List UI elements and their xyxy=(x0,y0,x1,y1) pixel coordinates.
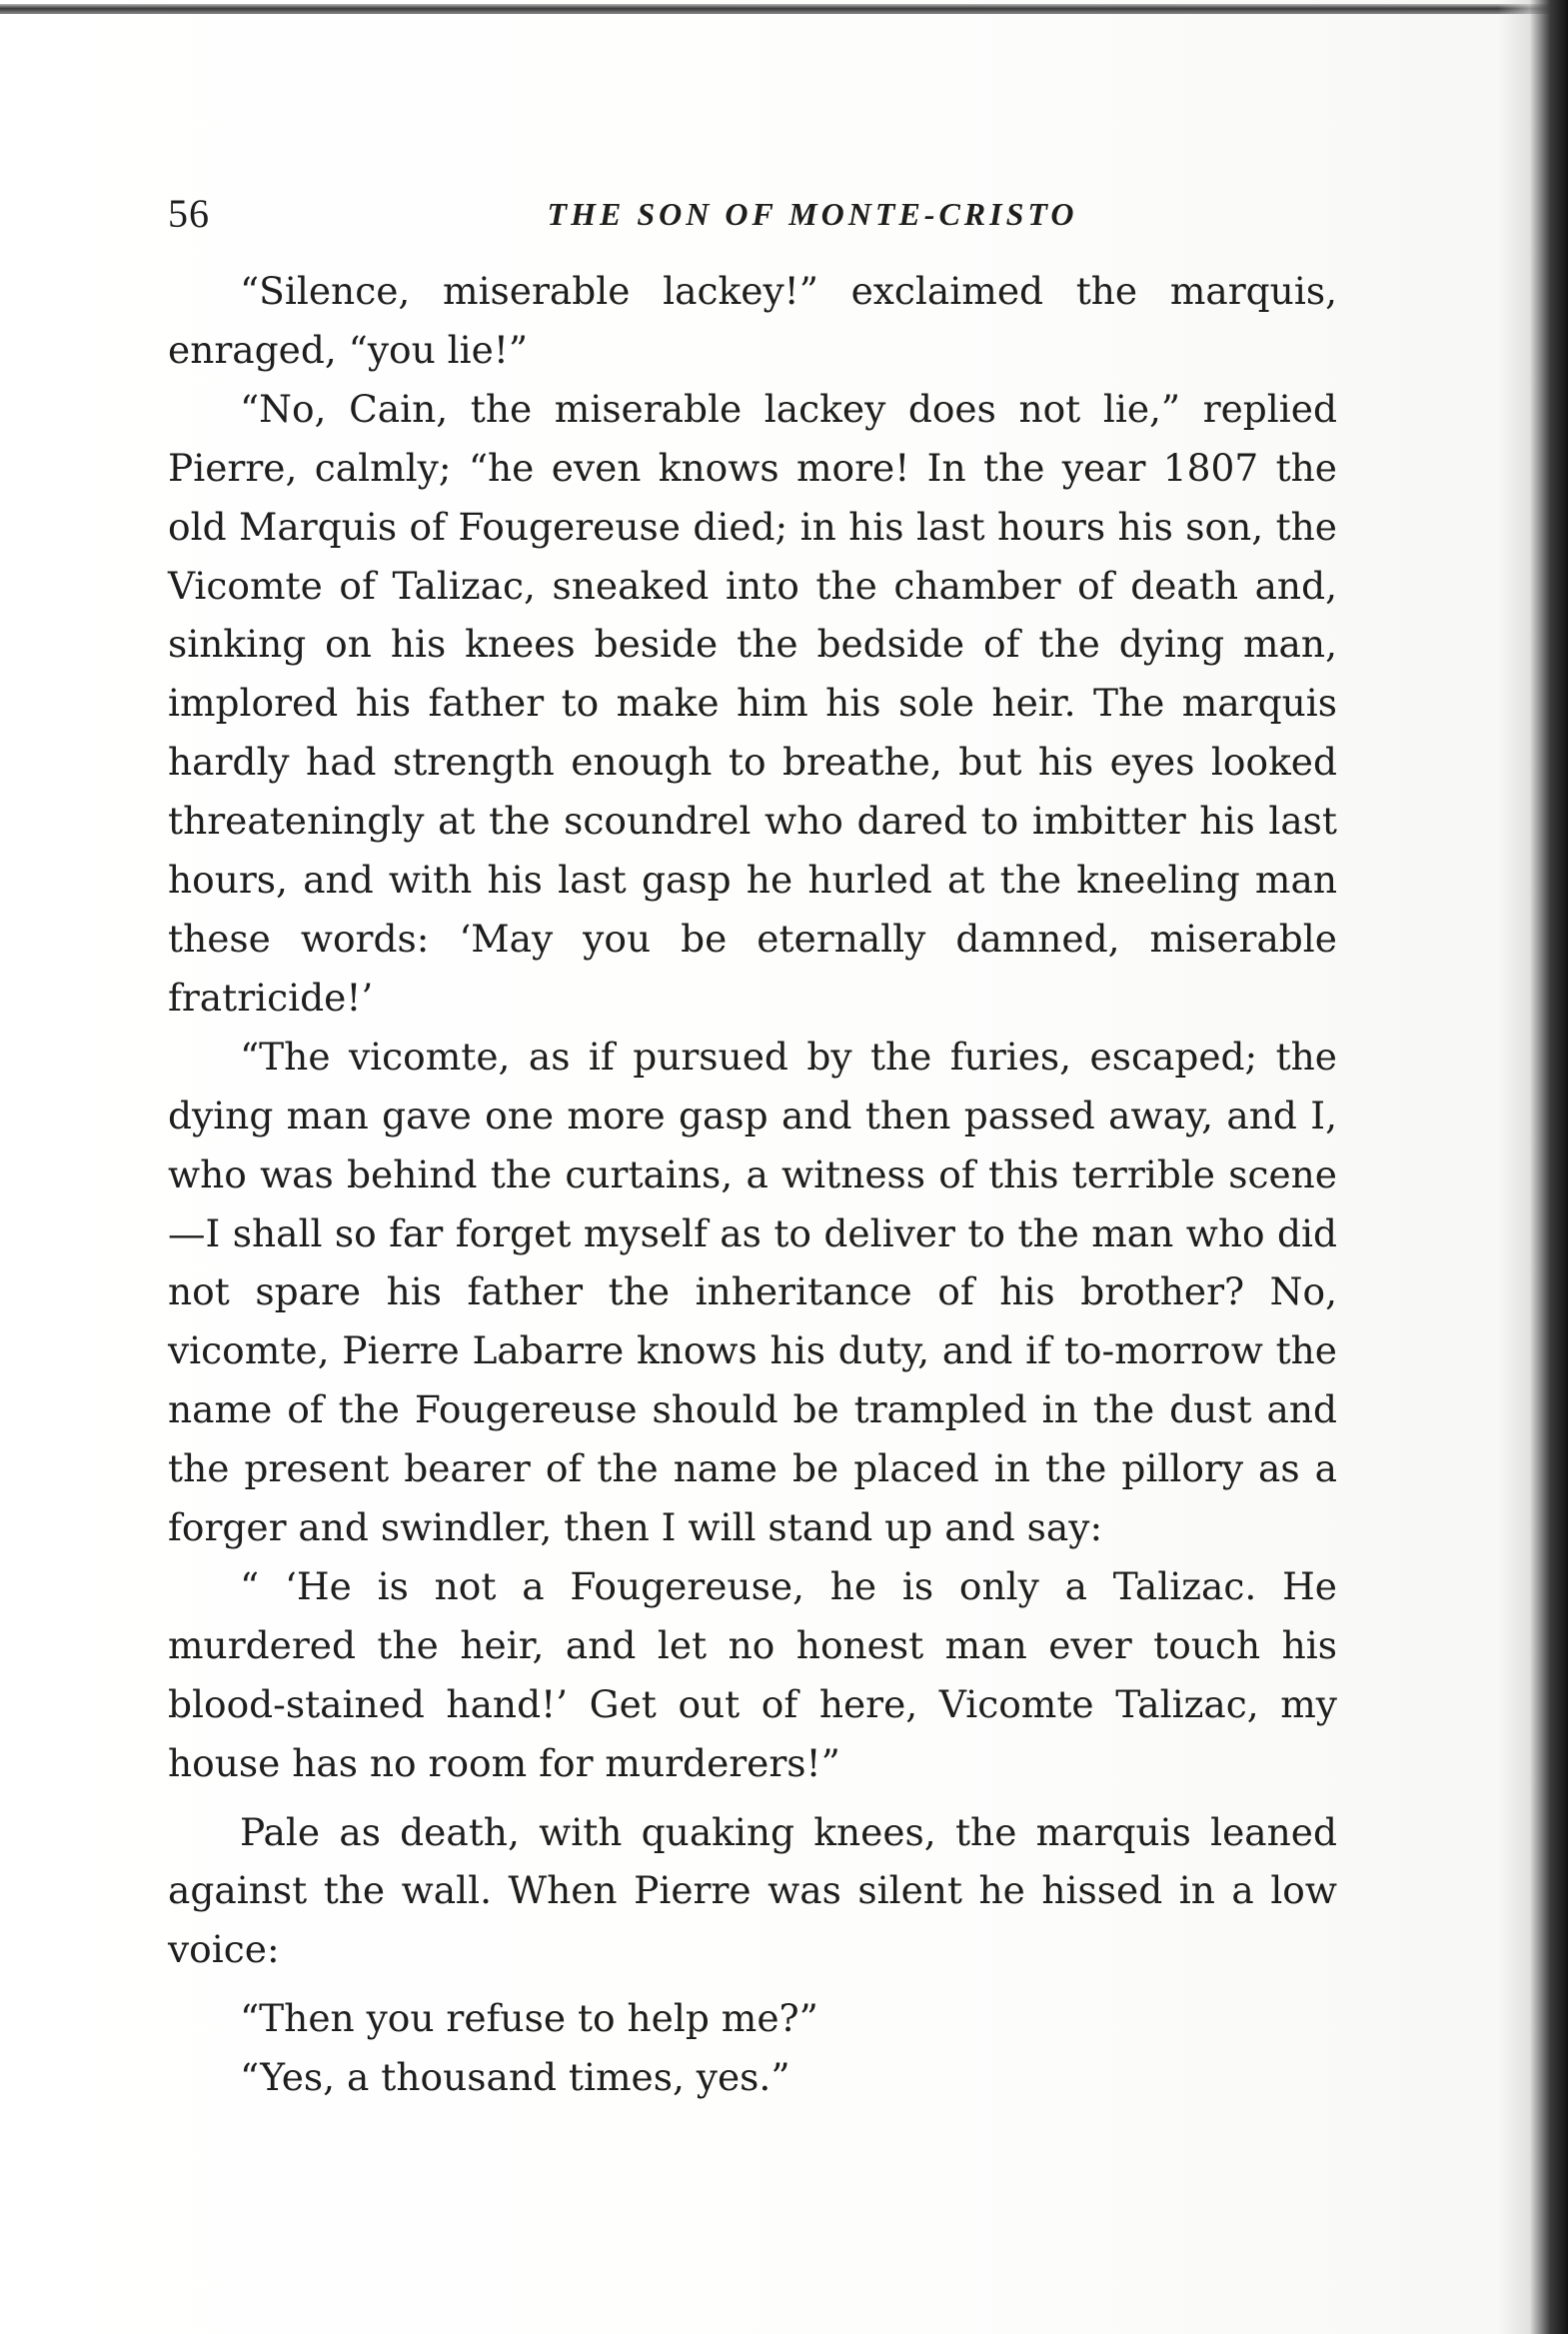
top-edge-rule xyxy=(0,4,1568,14)
page-edge-shadow xyxy=(1498,0,1568,2334)
paragraph: Pale as death, with quaking knees, the marquis leaned against the wall. When Pierre was silent he hissed in a low voice: xyxy=(168,1809,1337,1972)
body-text xyxy=(168,262,1337,2107)
page-header xyxy=(168,188,1337,240)
paragraph: “ ‘He is not a Fougereuse, he is only a Talizac. He murdered the heir, and let no honest man ever touch his blood-stained hand!’ Get out of here, Vicomte Talizac, my house has no room for murderers!” xyxy=(168,1563,1337,1785)
paragraph: “Yes, a thousand times, yes.” xyxy=(240,2055,790,2100)
page-number: 56 xyxy=(168,191,210,236)
paragraph: “The vicomte, as if pursued by the furies, escaped; the dying man gave one more gasp and then passed away, and I, who was behind the curtains, a witness of this terrible scene—I shall so far forget myself as to deliver to the man who did not spare his father the inheritance of his brother? No, vicomte, Pierre Labarre knows his duty, and if to-morrow the name of the Fougereuse should be trampled in the dust and the present bearer of the name be placed in the pillory as a forger and swindler, then I will stand up and say: xyxy=(168,1034,1337,1550)
paragraph: “No, Cain, the miserable lackey does not lie,” replied Pierre, calmly; “he even knows more! In the year 1807 the old Marquis of Fougereuse died; in his last hours his son, the Vicomte of Talizac, sneaked into the chamber of death and, sinking on his knees beside the bedside of the dying man, implored his father to make him his sole heir. The marquis hardly had strength enough to breathe, but his eyes looked threateningly at the scoundrel who dared to imbitter his last hours, and with his last gasp he hurled at the kneeling man these words: ‘May you be eternally damned, miserable fratricide!’ xyxy=(168,386,1337,1020)
running-head: THE SON OF MONTE-CRISTO xyxy=(547,196,1078,232)
paragraph: “Silence, miserable lackey!” exclaimed the marquis, enraged, “you lie!” xyxy=(168,269,1337,372)
paragraph: “Then you refuse to help me?” xyxy=(240,1996,818,2041)
